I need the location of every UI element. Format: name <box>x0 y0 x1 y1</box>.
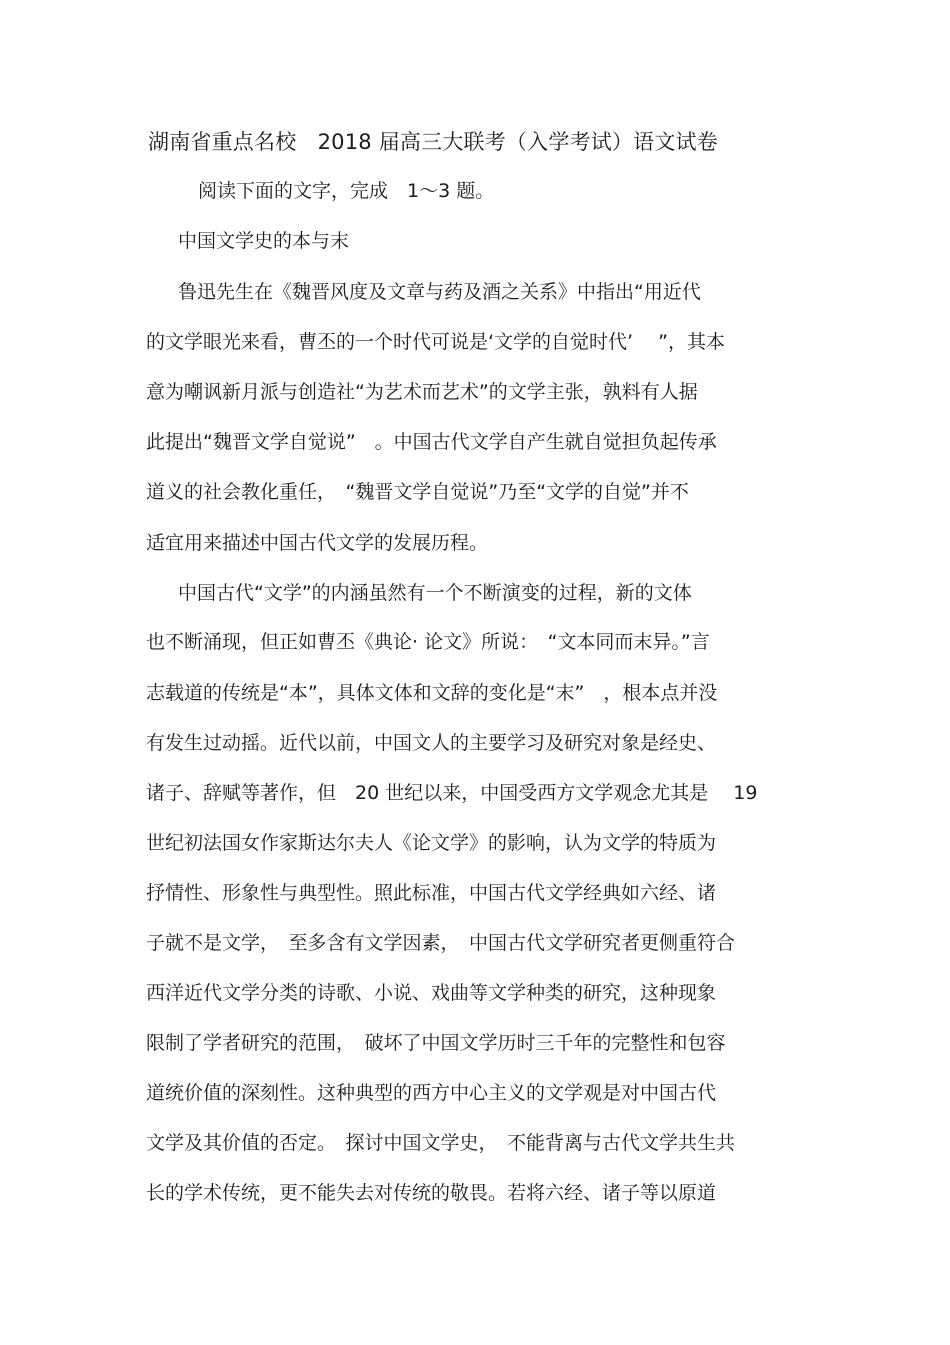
paragraph-line: 西洋近代文学分类的诗歌、小说、戏曲等文学种类的研究，这种现象 <box>146 982 717 1004</box>
paragraph-line: 诸子、辞赋等著作，但 20 世纪以来，中国受西方文学观念尤其是 19 <box>146 782 758 804</box>
paragraph-line: 世纪初法国女作家斯达尔夫人《论文学》的影响，认为文学的特质为 <box>146 832 717 854</box>
paragraph-line: 适宜用来描述中国古代文学的发展历程。 <box>146 532 489 554</box>
paragraph-line: 限制了学者研究的范围， 破坏了中国文学历时三千年的完整性和包容 <box>146 1032 726 1054</box>
paragraph-line: 鲁迅先生在《魏晋风度及文章与药及酒之关系》中指出“用近代 <box>178 281 701 303</box>
paragraph-line: 有发生过动摇。近代以前，中国文人的主要学习及研究对象是经史、 <box>146 732 717 754</box>
paragraph-line: 抒情性、形象性与典型性。照此标准，中国古代文学经典如六经、诸 <box>146 882 717 904</box>
paragraph-line: 道义的社会教化重任， “魏晋文学自觉说”乃至“文学的自觉”并不 <box>146 481 689 503</box>
exam-title: 湖南省重点名校 2018 届高三大联考（入学考试）语文试卷 <box>148 130 718 154</box>
reading-instruction: 阅读下面的文字，完成 1～3 题。 <box>198 180 495 202</box>
paragraph-line: 道统价值的深刻性。这种典型的西方中心主义的文学观是对中国古代 <box>146 1082 717 1104</box>
paragraph-line: 的文学眼光来看，曹丕的一个时代可说是‘文学的自觉时代’ ”，其本 <box>146 331 725 353</box>
paragraph-line: 也不断涌现，但正如曹丕《典论· 论文》所说： “文本同而末异。”言 <box>146 631 710 653</box>
paragraph-line: 中国古代“文学”的内涵虽然有一个不断演变的过程，新的文体 <box>178 582 692 604</box>
paragraph-line: 意为嘲讽新月派与创造社“为艺术而艺术”的文学主张，孰料有人据 <box>146 381 698 403</box>
paragraph-line: 此提出“魏晋文学自觉说” 。中国古代文学自产生就自觉担负起传承 <box>146 431 717 453</box>
article-heading: 中国文学史的本与末 <box>178 230 350 252</box>
paragraph-line: 长的学术传统，更不能失去对传统的敬畏。若将六经、诸子等以原道 <box>146 1182 717 1204</box>
paragraph-line: 子就不是文学， 至多含有文学因素， 中国古代文学研究者更侧重符合 <box>146 932 736 954</box>
paragraph-line: 文学及其价值的否定。 探讨中国文学史， 不能背离与古代文学共生共 <box>146 1132 736 1154</box>
paragraph-line: 志载道的传统是“本”，具体文体和文辞的变化是“末” ，根本点并没 <box>146 682 718 704</box>
